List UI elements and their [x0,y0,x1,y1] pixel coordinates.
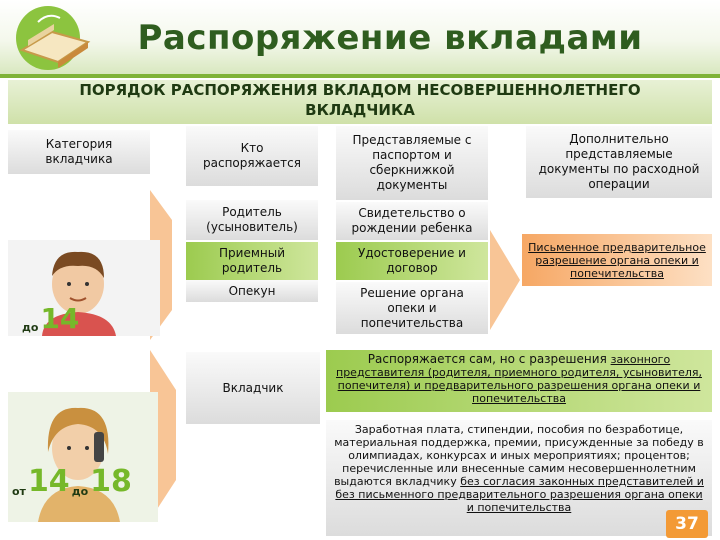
header-who: Кто распоряжается [186,126,318,186]
subtitle-line-2: ВКЛАДЧИКА [305,101,415,119]
age-number-from: 14 [27,464,70,499]
doc-foster: Удостоверение и договор [336,242,488,280]
arrow-to-additional [490,230,524,330]
who-parent: Родитель (усыновитель) [186,200,318,240]
header-documents: Представляемые с паспортом и сберкнижкой документы [336,126,488,200]
header-divider [0,74,720,78]
doc-guardian: Решение органа опеки и попечительства [336,282,488,334]
header-additional: Дополнительно представляемые документы по расходной операции [526,126,712,198]
book-icon [8,2,100,74]
doc-parent: Свидетельство о рождении ребенка [336,202,488,240]
age-prefix-under14: до [22,321,39,334]
additional-permission: Письменное предварительное разрешение органа опеки и попечительства [522,234,712,286]
depositor-rule-1 [326,350,712,412]
who-foster: Приемный родитель [186,242,318,280]
rule-2-main: Заработная плата, стипендии, пособия по безработице, материальная поддержка, премии, присужденные за победу в олимпиадах, конкурсах и иных мероприятиях; процентов; перечисленные или внесенные самим несовершеннолетним выдаются вкладчику [334,423,704,488]
age-prefix-to: до [71,485,89,498]
subtitle-line-1: ПОРЯДОК РАСПОРЯЖЕНИЯ ВКЛАДОМ НЕСОВЕРШЕННОЛЕТНЕГО [79,81,641,99]
page-number: 37 [666,510,708,538]
page-subtitle [8,80,712,124]
rule-2-underlined: без согласия законных представителей и без письменного предварительного разрешения органа опеки и попечительства [335,475,704,514]
age-number-under14: 14 [40,302,80,335]
who-guardian: Опекун [186,280,318,302]
age-label-14to18 [12,462,158,498]
age-prefix-from: от [12,485,26,498]
header-category: Категория вкладчика [8,130,150,174]
rule-1-underlined: законного представителя (родителя, приемного родителя, усыновителя, попечителя) и предварительного разрешения органа опеки и попечительства [336,353,702,405]
depositor-rule-2 [326,420,712,536]
age-label-under14 [22,300,102,334]
rule-1-main: Распоряжается сам, но с разрешения [367,352,611,366]
age-number-to: 18 [90,464,132,499]
girl-photo [8,392,158,522]
page-title: Распоряжение вкладами [137,18,643,58]
who-depositor: Вкладчик [186,352,320,424]
